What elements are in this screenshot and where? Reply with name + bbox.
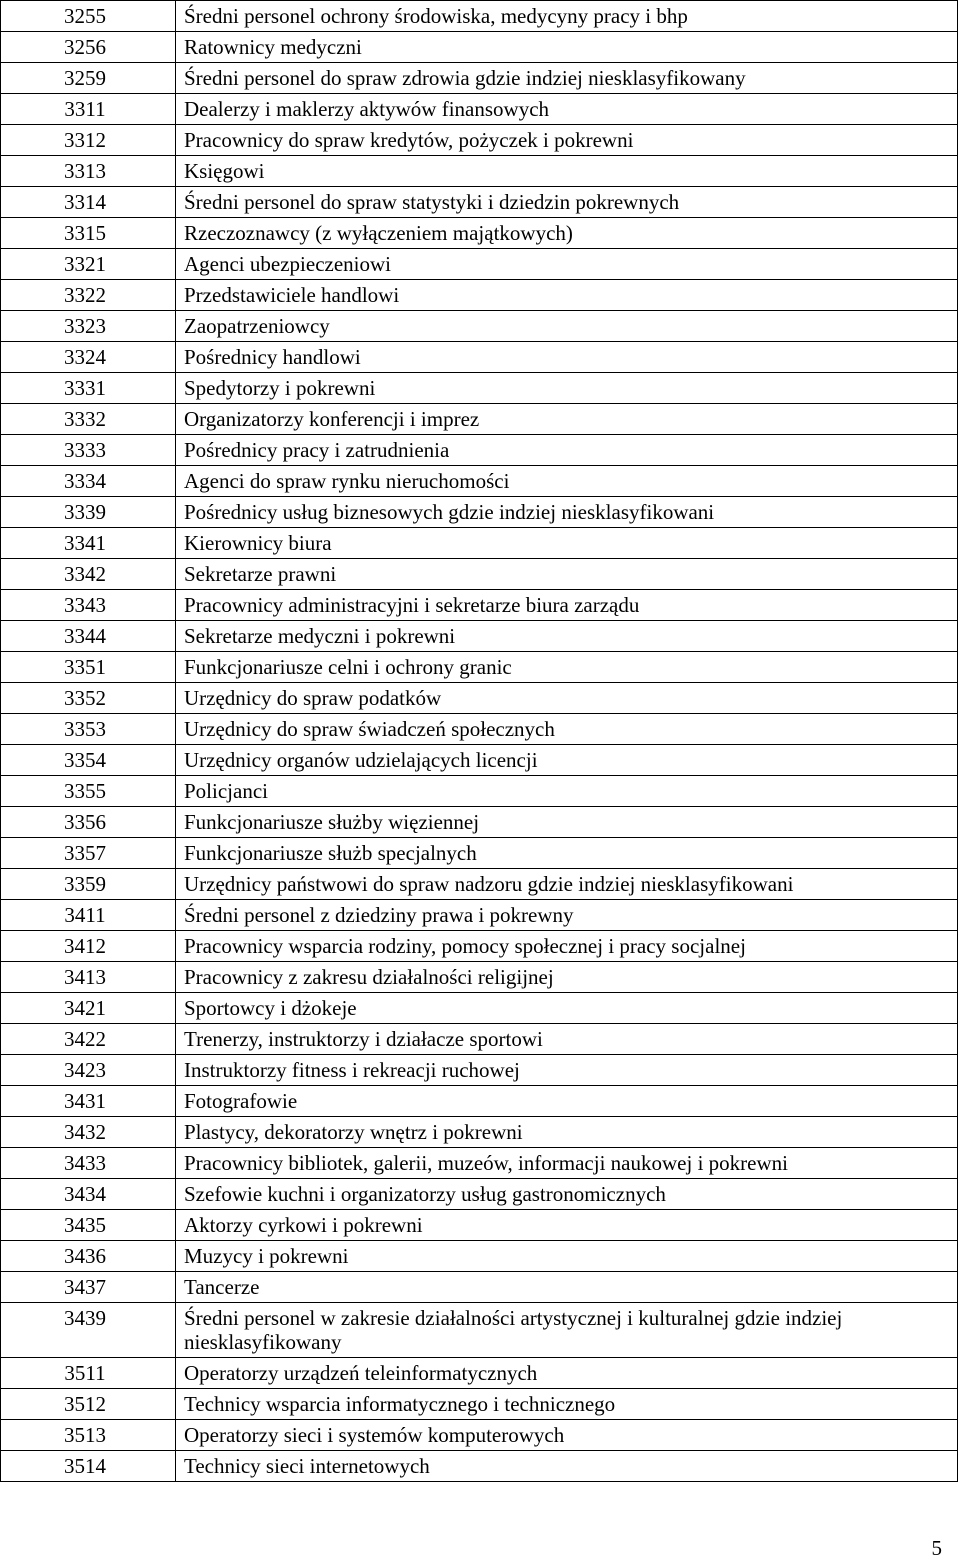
occupation-code: 3421 — [1, 993, 176, 1024]
table-row — [1, 1420, 958, 1451]
table-row — [1, 931, 958, 962]
occupation-name: Sportowcy i dżokeje — [176, 993, 958, 1024]
occupation-name: Organizatorzy konferencji i imprez — [176, 404, 958, 435]
table-row — [1, 435, 958, 466]
occupation-code: 3514 — [1, 1451, 176, 1482]
table-row — [1, 1241, 958, 1272]
occupation-name: Pośrednicy handlowi — [176, 342, 958, 373]
table-row — [1, 1, 958, 32]
occupation-code: 3321 — [1, 249, 176, 280]
occupation-code: 3355 — [1, 776, 176, 807]
occupation-code: 3513 — [1, 1420, 176, 1451]
occupation-name: Urzędnicy do spraw świadczeń społecznych — [176, 714, 958, 745]
occupation-name: Pracownicy do spraw kredytów, pożyczek i pokrewni — [176, 125, 958, 156]
occupation-code: 3356 — [1, 807, 176, 838]
occupation-name: Pracownicy bibliotek, galerii, muzeów, informacji naukowej i pokrewni — [176, 1148, 958, 1179]
occupation-code: 3313 — [1, 156, 176, 187]
table-row — [1, 776, 958, 807]
occupation-code: 3423 — [1, 1055, 176, 1086]
occupation-code: 3312 — [1, 125, 176, 156]
table-row — [1, 249, 958, 280]
occupation-code: 3359 — [1, 869, 176, 900]
occupation-name: Ratownicy medyczni — [176, 32, 958, 63]
occupation-code: 3334 — [1, 466, 176, 497]
occupation-code: 3333 — [1, 435, 176, 466]
table-row — [1, 218, 958, 249]
occupation-name: Funkcjonariusze służby więziennej — [176, 807, 958, 838]
occupation-code: 3353 — [1, 714, 176, 745]
occupation-name: Średni personel do spraw statystyki i dziedzin pokrewnych — [176, 187, 958, 218]
table-row — [1, 528, 958, 559]
occupation-name: Urzędnicy do spraw podatków — [176, 683, 958, 714]
table-row — [1, 497, 958, 528]
table-row — [1, 1451, 958, 1482]
occupation-name: Księgowi — [176, 156, 958, 187]
occupation-code: 3259 — [1, 63, 176, 94]
occupation-code: 3324 — [1, 342, 176, 373]
occupation-code: 3315 — [1, 218, 176, 249]
occupation-code: 3352 — [1, 683, 176, 714]
occupation-name: Zaopatrzeniowcy — [176, 311, 958, 342]
occupation-code: 3512 — [1, 1389, 176, 1420]
occupation-name: Pośrednicy pracy i zatrudnienia — [176, 435, 958, 466]
occupation-name: Tancerze — [176, 1272, 958, 1303]
table-row — [1, 683, 958, 714]
occupation-code: 3314 — [1, 187, 176, 218]
occupation-code: 3351 — [1, 652, 176, 683]
table-row — [1, 590, 958, 621]
table-row — [1, 621, 958, 652]
occupation-name: Policjanci — [176, 776, 958, 807]
occupation-name: Sekretarze prawni — [176, 559, 958, 590]
occupation-name: Średni personel w zakresie działalności artystycznej i kulturalnej gdzie indziej niesklasyfikowany — [176, 1303, 958, 1358]
table-row — [1, 962, 958, 993]
occupation-name: Średni personel z dziedziny prawa i pokrewny — [176, 900, 958, 931]
occupation-name: Operatorzy sieci i systemów komputerowych — [176, 1420, 958, 1451]
occupation-name: Spedytorzy i pokrewni — [176, 373, 958, 404]
occupation-code: 3331 — [1, 373, 176, 404]
table-row — [1, 466, 958, 497]
occupation-code: 3439 — [1, 1303, 176, 1358]
occupation-code: 3511 — [1, 1358, 176, 1389]
occupation-code: 3357 — [1, 838, 176, 869]
occupation-name: Urzędnicy organów udzielających licencji — [176, 745, 958, 776]
page-number: 5 — [931, 1536, 942, 1560]
table-row — [1, 1272, 958, 1303]
occupation-name: Rzeczoznawcy (z wyłączeniem majątkowych) — [176, 218, 958, 249]
occupation-code: 3339 — [1, 497, 176, 528]
occupation-code: 3354 — [1, 745, 176, 776]
occupation-name: Pracownicy administracyjni i sekretarze biura zarządu — [176, 590, 958, 621]
occupation-name: Pracownicy wsparcia rodziny, pomocy społecznej i pracy socjalnej — [176, 931, 958, 962]
occupation-name: Muzycy i pokrewni — [176, 1241, 958, 1272]
occupation-name: Średni personel ochrony środowiska, medycyny pracy i bhp — [176, 1, 958, 32]
occupation-code: 3343 — [1, 590, 176, 621]
occupation-name: Agenci ubezpieczeniowi — [176, 249, 958, 280]
occupation-code: 3435 — [1, 1210, 176, 1241]
table-row — [1, 1210, 958, 1241]
occupation-code: 3437 — [1, 1272, 176, 1303]
occupation-code: 3322 — [1, 280, 176, 311]
occupation-code: 3432 — [1, 1117, 176, 1148]
occupation-name: Kierownicy biura — [176, 528, 958, 559]
table-row — [1, 1117, 958, 1148]
table-row — [1, 1055, 958, 1086]
table-row — [1, 807, 958, 838]
occupation-code: 3332 — [1, 404, 176, 435]
occupation-name: Operatorzy urządzeń teleinformatycznych — [176, 1358, 958, 1389]
occupation-code: 3413 — [1, 962, 176, 993]
occupation-code-table-body — [1, 1, 958, 1482]
table-row — [1, 1389, 958, 1420]
occupation-name: Instruktorzy fitness i rekreacji ruchowej — [176, 1055, 958, 1086]
table-row — [1, 1179, 958, 1210]
occupation-name: Funkcjonariusze służb specjalnych — [176, 838, 958, 869]
occupation-code: 3344 — [1, 621, 176, 652]
table-row — [1, 559, 958, 590]
occupation-code: 3433 — [1, 1148, 176, 1179]
occupation-name: Agenci do spraw rynku nieruchomości — [176, 466, 958, 497]
table-row — [1, 63, 958, 94]
occupation-name: Przedstawiciele handlowi — [176, 280, 958, 311]
occupation-code: 3412 — [1, 931, 176, 962]
occupation-name: Fotografowie — [176, 1086, 958, 1117]
table-row — [1, 125, 958, 156]
table-row — [1, 745, 958, 776]
occupation-code: 3255 — [1, 1, 176, 32]
occupation-name: Aktorzy cyrkowi i pokrewni — [176, 1210, 958, 1241]
occupation-code: 3311 — [1, 94, 176, 125]
occupation-name: Technicy wsparcia informatycznego i technicznego — [176, 1389, 958, 1420]
occupation-name: Technicy sieci internetowych — [176, 1451, 958, 1482]
table-row — [1, 1148, 958, 1179]
occupation-code: 3342 — [1, 559, 176, 590]
table-row — [1, 342, 958, 373]
occupation-code: 3422 — [1, 1024, 176, 1055]
table-row — [1, 1024, 958, 1055]
occupation-name: Szefowie kuchni i organizatorzy usług gastronomicznych — [176, 1179, 958, 1210]
table-row — [1, 1086, 958, 1117]
occupation-name: Plastycy, dekoratorzy wnętrz i pokrewni — [176, 1117, 958, 1148]
occupation-name: Dealerzy i maklerzy aktywów finansowych — [176, 94, 958, 125]
occupation-code: 3256 — [1, 32, 176, 63]
occupation-name: Funkcjonariusze celni i ochrony granic — [176, 652, 958, 683]
table-row — [1, 156, 958, 187]
occupation-name: Pośrednicy usług biznesowych gdzie indziej niesklasyfikowani — [176, 497, 958, 528]
table-row — [1, 714, 958, 745]
table-row — [1, 311, 958, 342]
occupation-code: 3431 — [1, 1086, 176, 1117]
occupation-code: 3434 — [1, 1179, 176, 1210]
occupation-name: Pracownicy z zakresu działalności religijnej — [176, 962, 958, 993]
table-row — [1, 652, 958, 683]
occupation-code: 3436 — [1, 1241, 176, 1272]
table-row — [1, 838, 958, 869]
occupation-code: 3341 — [1, 528, 176, 559]
table-row — [1, 373, 958, 404]
table-row — [1, 1358, 958, 1389]
occupation-code: 3411 — [1, 900, 176, 931]
occupation-name: Sekretarze medyczni i pokrewni — [176, 621, 958, 652]
table-row — [1, 993, 958, 1024]
occupation-name: Trenerzy, instruktorzy i działacze sportowi — [176, 1024, 958, 1055]
table-row — [1, 32, 958, 63]
table-row — [1, 1303, 958, 1358]
table-row — [1, 869, 958, 900]
occupation-name: Średni personel do spraw zdrowia gdzie indziej niesklasyfikowany — [176, 63, 958, 94]
table-row — [1, 900, 958, 931]
occupation-code: 3323 — [1, 311, 176, 342]
table-row — [1, 187, 958, 218]
occupation-name: Urzędnicy państwowi do spraw nadzoru gdzie indziej niesklasyfikowani — [176, 869, 958, 900]
table-row — [1, 94, 958, 125]
table-row — [1, 404, 958, 435]
table-row — [1, 280, 958, 311]
